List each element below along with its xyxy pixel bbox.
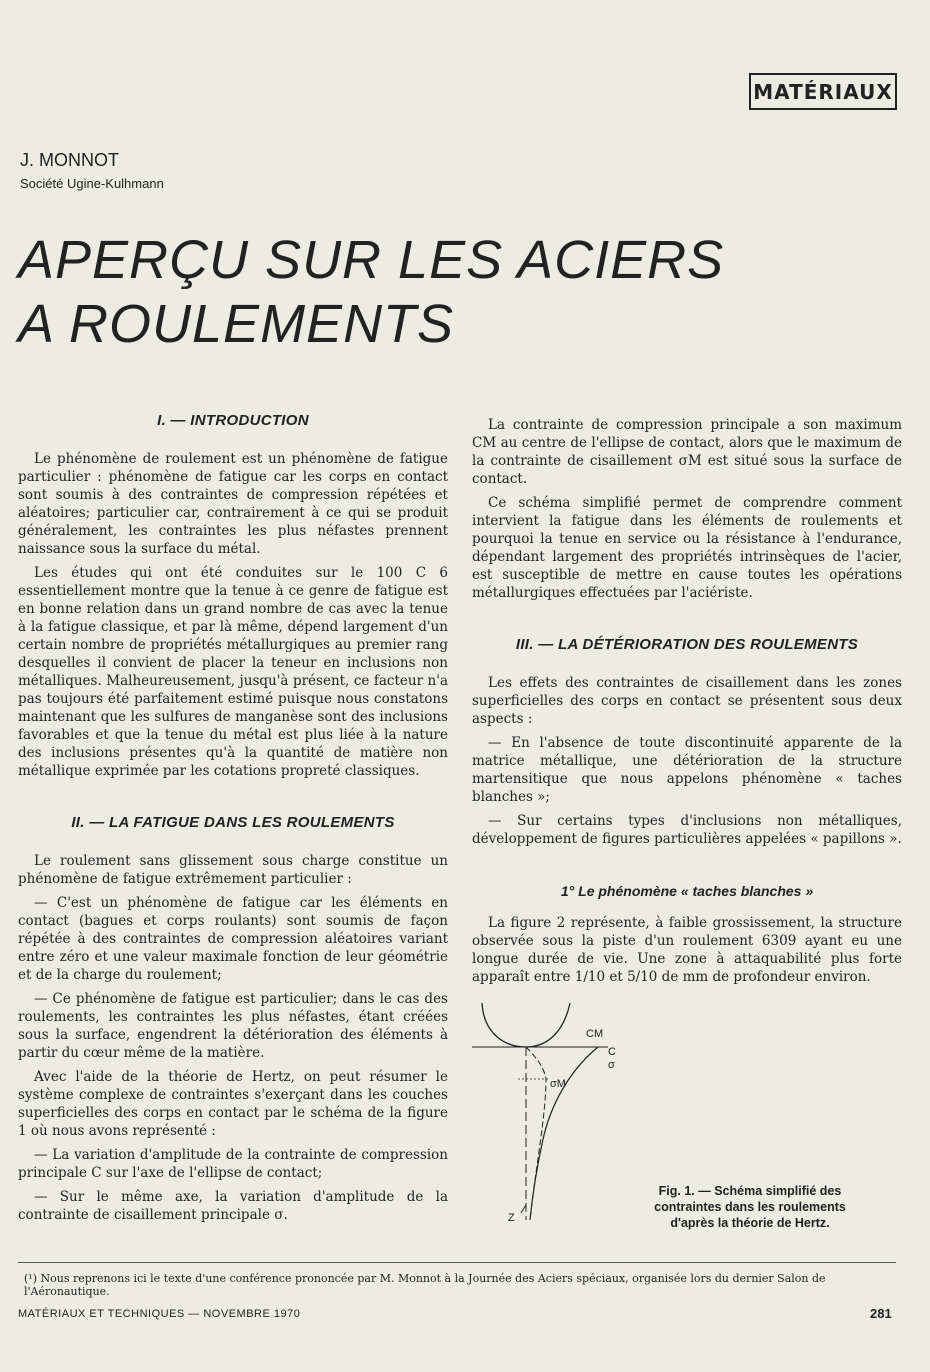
article-title — [18, 228, 724, 356]
author-name: J. MONNOT — [20, 150, 119, 170]
paragraph: Les effets des contraintes de cisaillement dans les zones superficielles des corps en contact se présentent sous deux aspects : — [472, 675, 902, 727]
section-2-heading: II. — LA FATIGUE DANS LES ROULEMENTS — [71, 814, 395, 831]
paragraph: — La variation d'amplitude de la contrainte de compression principale C sur l'axe de l'ellipse de contact; — [18, 1147, 448, 1181]
label-sigma: σ — [608, 1059, 615, 1071]
paragraph: Ce schéma simplifié permet de comprendre comment intervient la fatigue dans les éléments de roulements et pourquoi la tenue en service ou la résistance à l'endurance, dépendant largement des propriétés intrinsèques de l'acier, est susceptible de mettre en cause toutes les opérations métallurgiques effectuées par l'aciériste. — [472, 495, 902, 601]
paragraph: La figure 2 représente, à faible grossissement, la structure observée sous la piste d'un roulement 6309 ayant eu une longue durée de vie. Une zone à attaquabilité plus forte apparaît entre 1/10 et 5/10 de mm de profondeur environ. — [472, 915, 902, 985]
paragraph: — En l'absence de toute discontinuité apparente de la matrice métallique, une détérioration de la structure martensitique que nous appelons phénomène « taches blanches »; — [472, 735, 902, 805]
author-affiliation: Société Ugine-Kulhmann — [20, 176, 164, 191]
paragraph: Le phénomène de roulement est un phénomène de fatigue particulier : phénomène de fatigue car les corps en contact sont soumis à des contraintes de compression répétées et aléatoires; particulier car, contrairement à ce qui se produit généralement, les contraintes les plus néfastes prennent naissance sous la surface du métal. — [18, 451, 448, 557]
paragraph: — Sur le même axe, la variation d'amplitude de la contrainte de cisaillement principale σ. — [18, 1189, 448, 1223]
left-column — [18, 412, 448, 1230]
paragraph: — C'est un phénomène de fatigue car les éléments en contact (bagues et corps roulants) sont soumis de façon répétée à des contraintes de compression aléatoires variant entre zéro et une valeur maximale fonction de leur géométrie et de la charge du roulement; — [18, 895, 448, 983]
footnote-divider — [18, 1262, 896, 1263]
paragraph: — Ce phénomène de fatigue est particulier; dans le cas des roulements, les contraintes les plus néfastes, étant créées sous la surface, engendrent la détérioration des éléments à partir du cœur même de la matière. — [18, 991, 448, 1061]
label-z: Z — [508, 1212, 515, 1224]
paragraph: Le roulement sans glissement sous charge constitue un phénomène de fatigue extrêmement particulier : — [18, 853, 448, 887]
paragraph: — Sur certains types d'inclusions non métalliques, développement de figures particulières appelées « papillons ». — [472, 813, 902, 847]
section-rubric: MATÉRIAUX — [749, 73, 897, 110]
z-axis-arrow — [521, 1205, 526, 1213]
label-cm: CM — [586, 1028, 604, 1040]
footnote: (¹) Nous reprenons ici le texte d'une conférence prononcée par M. Monnot à la Journée des Aciers spéciaux, organisée lors du dernier Salon de l'Aéronautique. — [24, 1272, 826, 1298]
hertz-stress-diagram — [466, 995, 636, 1230]
paragraph: La contrainte de compression principale a son maximum CM au centre de l'ellipse de contact, alors que le maximum de la contrainte de cisaillement σM est situé sous la surface de contact. — [472, 417, 902, 487]
compression-curve — [530, 1047, 598, 1220]
right-column — [472, 416, 902, 992]
roller-outline — [482, 1003, 570, 1047]
subsection-heading: 1° Le phénomène « taches blanches » — [560, 883, 814, 899]
title-line-1: APERÇU SUR LES ACIERS — [18, 230, 725, 290]
section-1-heading: I. — INTRODUCTION — [157, 412, 309, 429]
paragraph: Avec l'aide de la théorie de Hertz, on peut résumer le système complexe de contraintes s'exerçant dans les couches superficielles des corps en contact par le schéma de la figure 1 où nous avons représenté : — [18, 1069, 448, 1139]
figure-caption: Fig. 1. — Schéma simplifié des contraintes dans les roulements d'après la théorie de Hertz. — [654, 1184, 846, 1230]
shear-curve — [526, 1047, 546, 1220]
journal-footer: MATÉRIAUX ET TECHNIQUES — NOVEMBRE 1970 — [18, 1308, 301, 1320]
label-c: C — [608, 1046, 616, 1058]
section-3-heading: III. — LA DÉTÉRIORATION DES ROULEMENTS — [515, 636, 859, 653]
label-sigma-m: σM — [550, 1078, 566, 1090]
paragraph: Les études qui ont été conduites sur le 100 C 6 essentiellement montre que la tenue à ce genre de fatigue est en bonne relation dans un grand nombre de cas avec la tenue à la fatigue classique, et par là même, dépend largement d'un certain nombre de propriétés métallurgiques au premier rang desquelles il convient de placer la teneur en inclusions non métalliques. Malheureusement, jusqu'à présent, ce facteur n'a pas toujours été parfaitement estimé puisque nous constatons maintenant que les sulfures de manganèse sont des inclusions favorables et que la tenue du métal est plus liée à la nature des inclusions présentes qu'à la quantité de matière non métallique exprimée par les cotations propreté classiques. — [18, 565, 448, 779]
title-line-2: A ROULEMENTS — [18, 294, 455, 354]
page-number: 281 — [870, 1306, 892, 1321]
